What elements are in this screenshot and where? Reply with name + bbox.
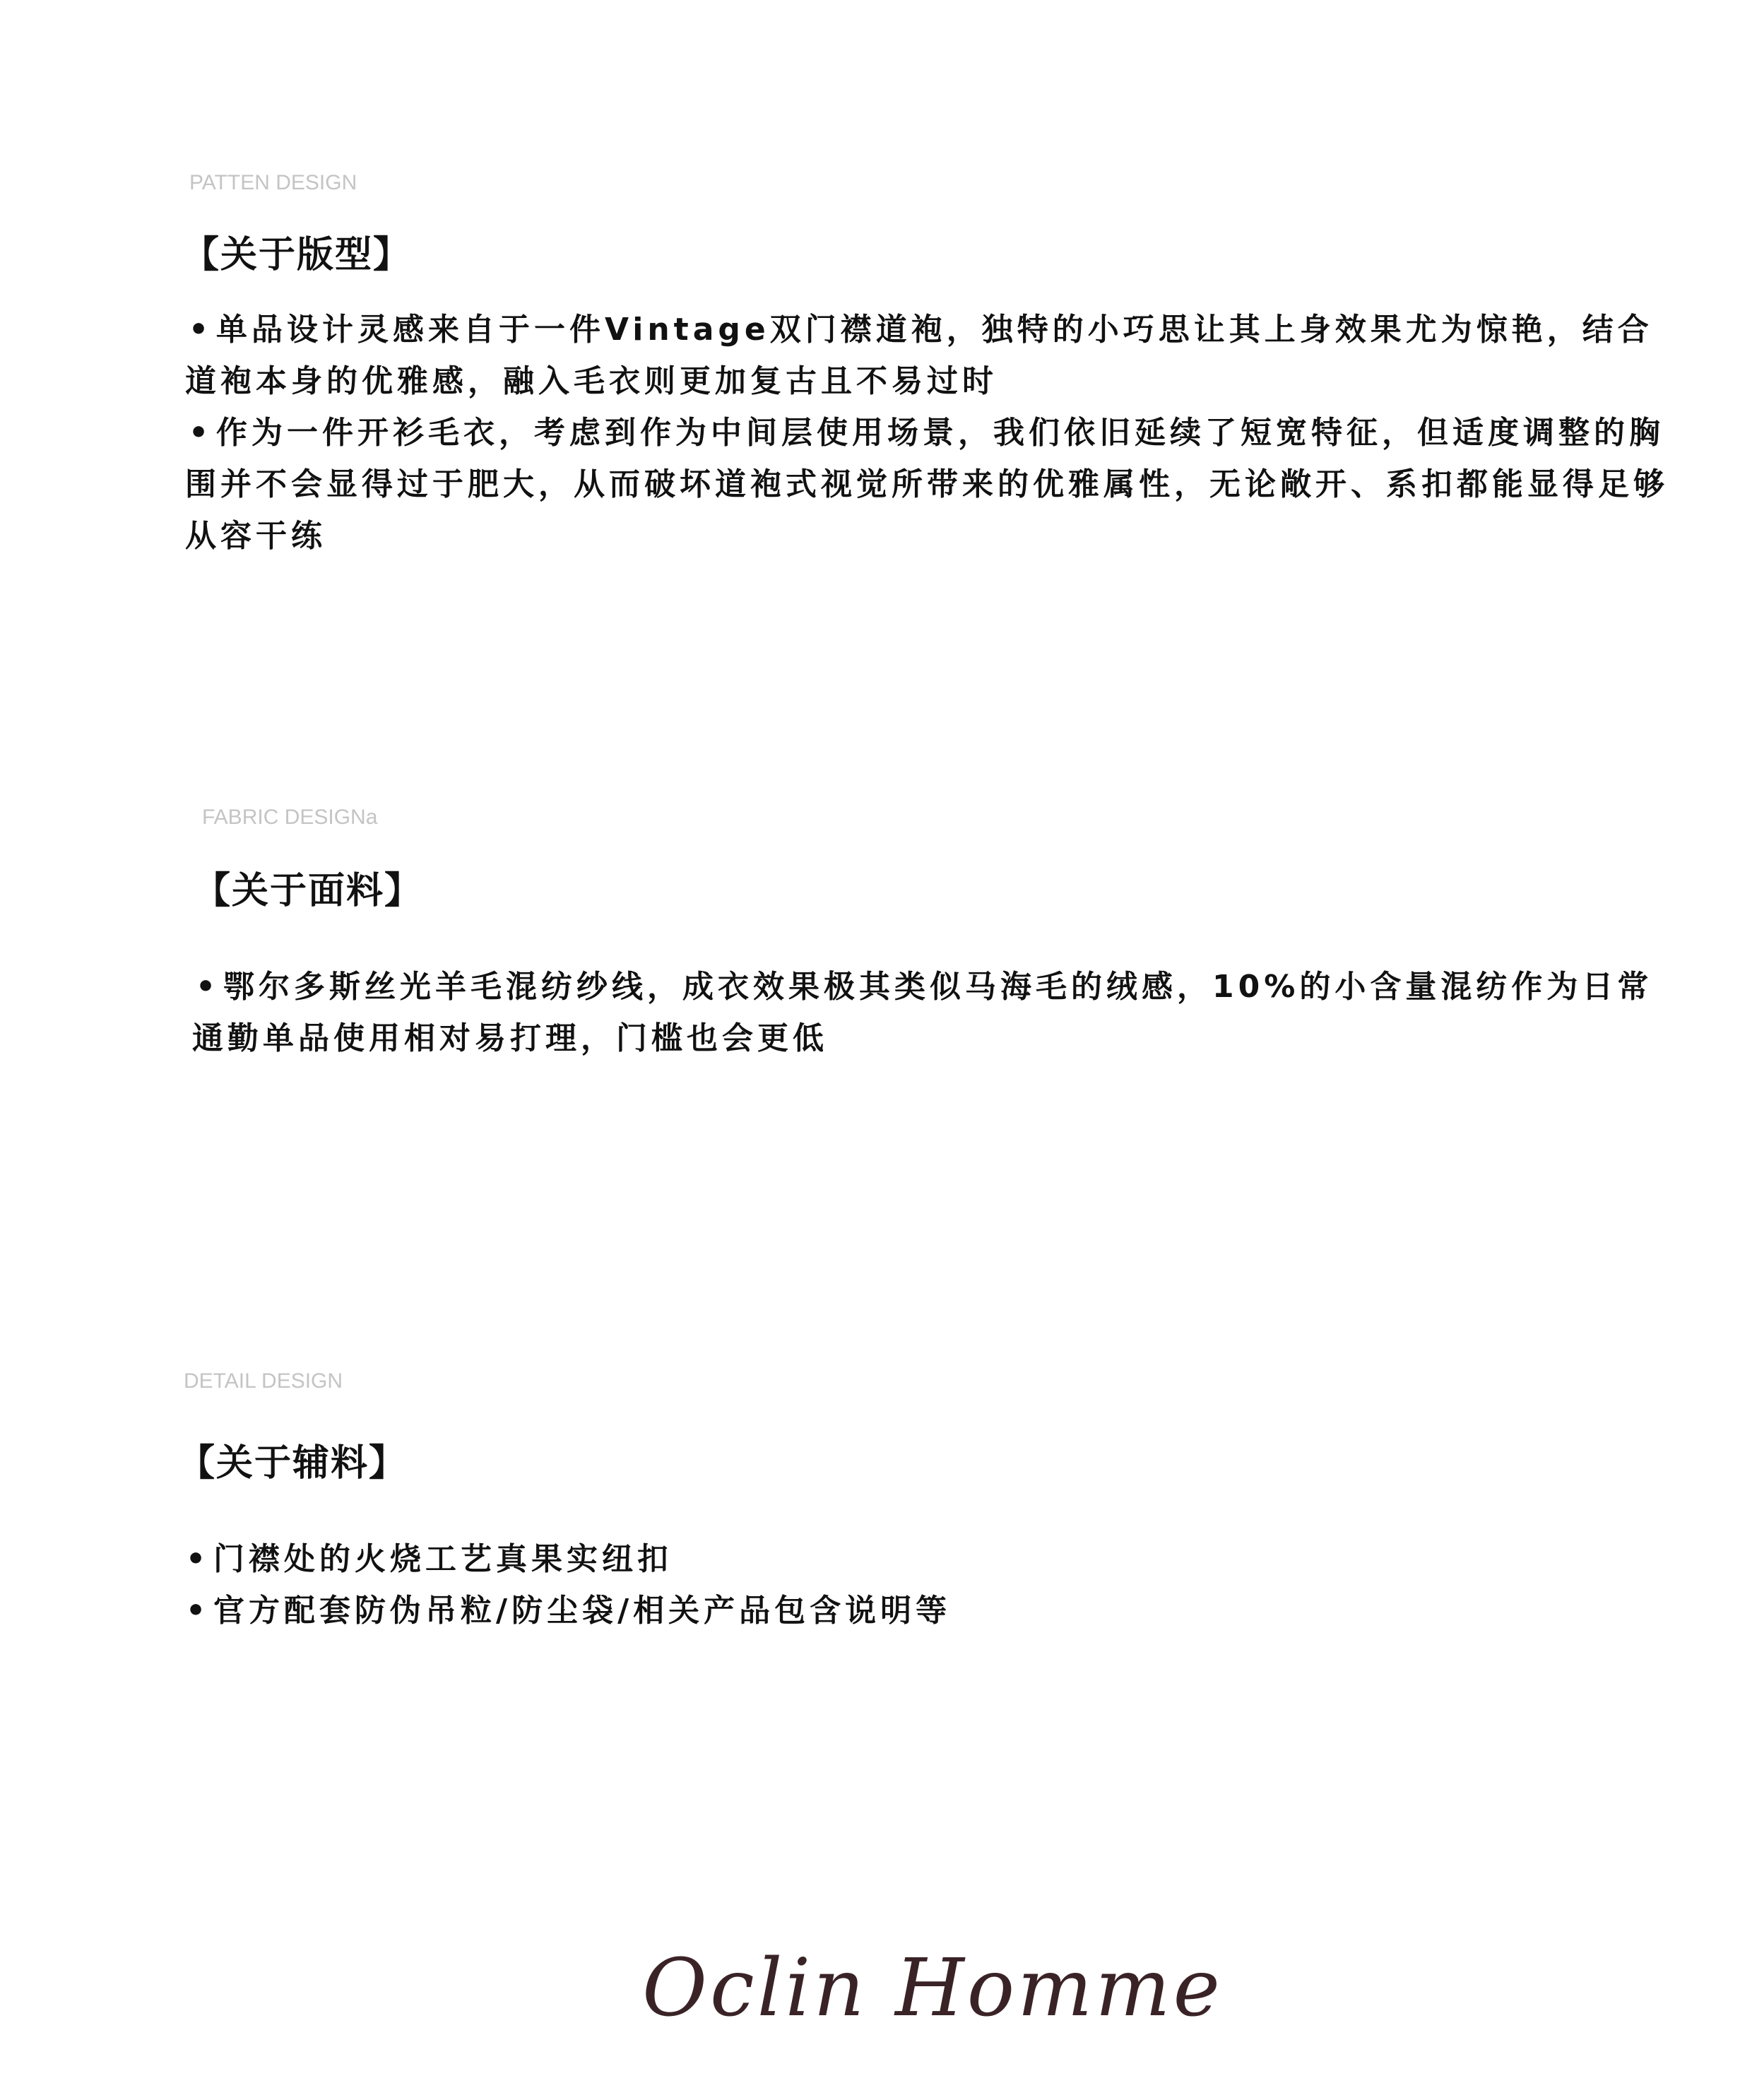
bullet-icon: •	[195, 969, 220, 1005]
pattern-eyebrow: PATTEN DESIGN	[189, 171, 357, 194]
pattern-heading: 【关于版型】	[182, 234, 412, 276]
bullet-icon: •	[185, 1593, 211, 1629]
fabric-heading: 【关于面料】	[194, 870, 423, 912]
fabric-paragraph-1: • 鄂尔多斯丝光羊毛混纺纱线，成衣效果极其类似马海毛的绒感，10%的小含量混纺作为日常通勤单品使用相对易打理，门槛也会更低	[192, 961, 1669, 1064]
detail-heading: 【关于辅料】	[178, 1442, 408, 1485]
svg-text:Oclin Homme: Oclin Homme	[642, 1942, 1223, 2034]
pattern-paragraph-2: • 作为一件开衫毛衣，考虑到作为中间层使用场景，我们依旧延续了短宽特征，但适度调整的胸围并不会显得过于肥大，从而破坏道袍式视觉所带来的优雅属性，无论敞开、系扣都能显得足够从容干练	[185, 407, 1683, 562]
fabric-body	[192, 961, 1669, 1064]
pattern-paragraph-1: • 单品设计灵感来自于一件Vintage双门襟道袍，独特的小巧思让其上身效果尤为惊艳，结合道袍本身的优雅感，融入毛衣则更加复古且不易过时	[185, 304, 1683, 407]
detail-body	[182, 1533, 1666, 1636]
pattern-body	[185, 304, 1683, 562]
bullet-icon: •	[185, 1541, 211, 1577]
bullet-icon: •	[188, 415, 213, 451]
bullet-icon: •	[188, 312, 213, 348]
detail-paragraph-1: • 门襟处的火烧工艺真果实纽扣	[182, 1533, 1666, 1585]
detail-eyebrow: DETAIL DESIGN	[184, 1369, 343, 1393]
detail-paragraph-2: • 官方配套防伪吊粒/防尘袋/相关产品包含说明等	[182, 1585, 1666, 1636]
fabric-eyebrow: FABRIC DESIGNa	[202, 806, 378, 829]
brand-logo	[642, 1936, 1223, 2049]
